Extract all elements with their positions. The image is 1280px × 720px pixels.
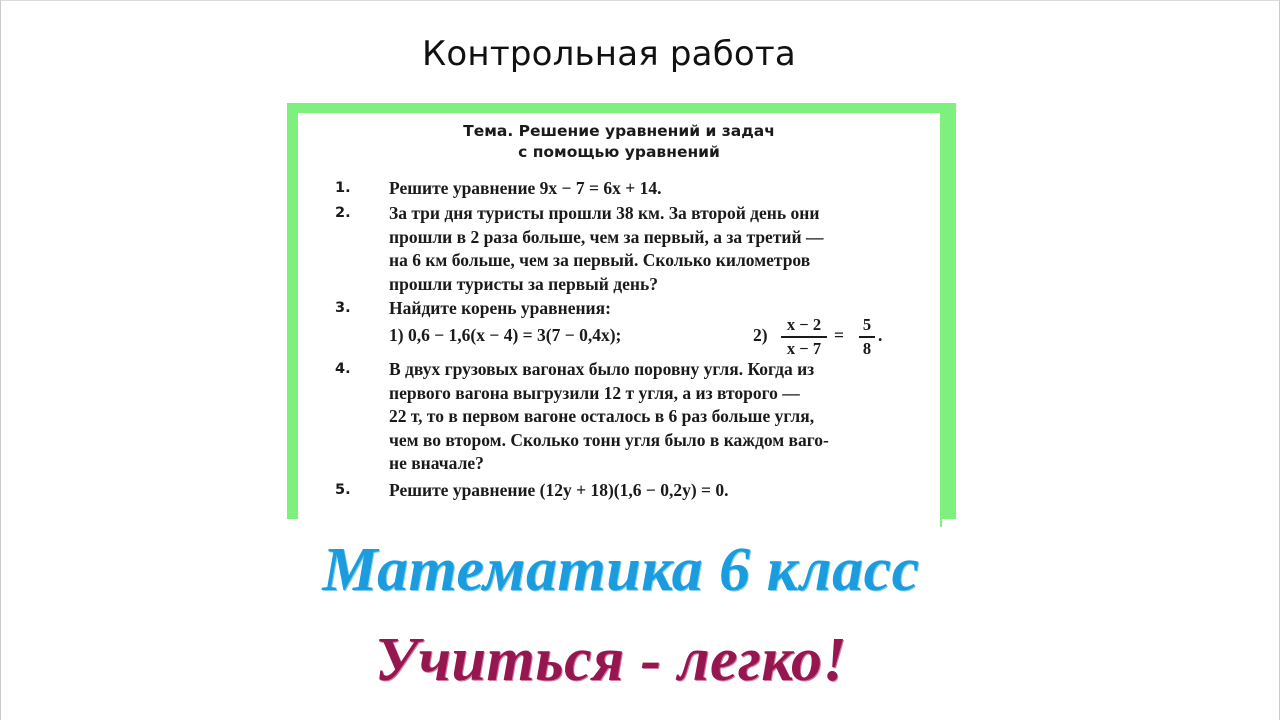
worksheet-topic [298, 121, 940, 163]
problem-number: 3. [335, 300, 351, 316]
caption-sub: Учиться - легко! [374, 626, 848, 694]
frame-notch-right [942, 519, 956, 527]
fraction-bar [859, 336, 875, 338]
problem-number: 4. [335, 361, 351, 377]
fraction-left-numerator: x − 2 [786, 315, 822, 334]
equation-2-period: . [878, 325, 883, 345]
problem-text: В двух грузовых вагонах было поровну угля. Когда из первого вагона выгрузили 12 т угля, а из второго — 22 т, то в первом вагоне осталось в 6 раз больше угля, чем во втором. Сколько тонн угля было в каждом ваго- не вначале? [389, 359, 829, 473]
topic-line-1-rest: Решение уравнений и задач [513, 122, 775, 140]
problem-number: 5. [335, 482, 351, 498]
problem-text: Решите уравнение (12y + 18)(1,6 − 0,2y) = 0. [389, 480, 729, 500]
equals-sign: = [834, 325, 844, 345]
fraction-right-numerator: 5 [862, 315, 872, 334]
slide-title: Контрольная работа [422, 34, 796, 74]
problem-text: Найдите корень уравнения: [389, 298, 611, 318]
topic-line-2: с помощью уравнений [518, 143, 720, 161]
problem-text: За три дня туристы прошли 38 км. За второй день они прошли в 2 раза больше, чем за первый, а за третий — на 6 км больше, чем за первый. Сколько километров прошли туристы за первый день? [389, 203, 824, 294]
fraction-right-denominator: 8 [862, 339, 872, 358]
equation-1: 1) 0,6 − 1,6(x − 4) = 3(7 − 0,4x); [389, 325, 622, 345]
problem-number: 1. [335, 180, 351, 196]
fraction-bar [781, 336, 827, 338]
worksheet-frame [287, 103, 956, 527]
equation-2-label: 2) [753, 325, 768, 345]
fraction-left-denominator: x − 7 [786, 339, 822, 358]
topic-line-1 [298, 121, 940, 142]
worksheet-scan [298, 113, 940, 527]
fraction-right [859, 315, 875, 359]
topic-prefix: Тема. [463, 122, 514, 140]
fraction-left [781, 315, 827, 359]
problem-number: 2. [335, 205, 351, 221]
caption-main: Математика 6 класс [322, 536, 920, 604]
problem-text: Решите уравнение 9x − 7 = 6x + 14. [389, 178, 662, 198]
frame-notch-left [287, 519, 301, 527]
